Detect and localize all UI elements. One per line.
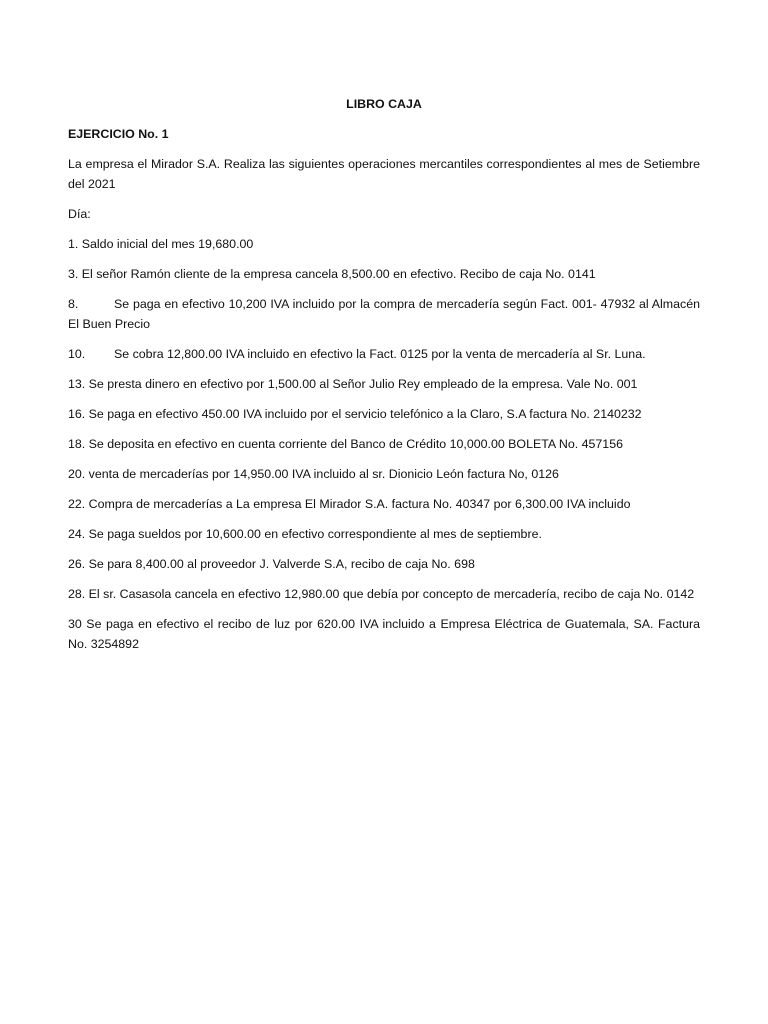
- operation-text: 13. Se presta dinero en efectivo por 1,500.00 al Señor Julio Rey empleado de la empresa. Vale No. 001: [68, 377, 638, 391]
- operation-item: [68, 264, 700, 284]
- operation-text: 1. Saldo inicial del mes 19,680.00: [68, 237, 254, 251]
- operation-number: 10.: [68, 347, 86, 361]
- operation-text: 16. Se paga en efectivo 450.00 IVA incluido por el servicio telefónico a la Claro, S.A factura No. 2140232: [68, 407, 642, 421]
- operation-number: 8.: [68, 297, 79, 311]
- operation-text: 18. Se deposita en efectivo en cuenta corriente del Banco de Crédito 10,000.00 BOLETA No. 457156: [68, 437, 623, 451]
- operation-item: [68, 374, 700, 394]
- operation-text: 24. Se paga sueldos por 10,600.00 en efectivo correspondiente al mes de septiembre.: [68, 527, 542, 541]
- intro-paragraph: La empresa el Mirador S.A. Realiza las siguientes operaciones mercantiles correspondientes al mes de Setiembre del 2021: [68, 157, 700, 191]
- operation-item: [68, 294, 700, 334]
- operation-item: [68, 584, 700, 604]
- operation-text: 22. Compra de mercaderías a La empresa El Mirador S.A. factura No. 40347 por 6,300.00 IVA incluido: [68, 497, 631, 511]
- document-title: LIBRO CAJA: [346, 97, 422, 111]
- exercise-heading: EJERCICIO No. 1: [68, 127, 169, 141]
- operation-text: Se cobra 12,800.00 IVA incluido en efectivo la Fact. 0125 por la venta de mercadería al Sr. Luna.: [114, 347, 646, 361]
- operation-item: [68, 494, 700, 514]
- operation-text: 20. venta de mercaderías por 14,950.00 IVA incluido al sr. Dionicio León factura No, 0126: [68, 467, 559, 481]
- day-label: Día:: [68, 207, 91, 221]
- operation-item: [68, 614, 700, 654]
- operation-text: 30 Se paga en efectivo el recibo de luz por 620.00 IVA incluido a Empresa Eléctrica de Guatemala, SA. Factura No. 3254892: [68, 617, 700, 651]
- operation-item: [68, 434, 700, 454]
- operation-item: [68, 464, 700, 484]
- operation-item: [68, 344, 700, 364]
- operation-text: 28. El sr. Casasola cancela en efectivo 12,980.00 que debía por concepto de mercadería, recibo de caja No. 0142: [68, 587, 695, 601]
- operation-item: [68, 404, 700, 424]
- operation-item: [68, 234, 700, 254]
- operation-item: [68, 524, 700, 544]
- operation-item: [68, 554, 700, 574]
- document-body: [68, 94, 700, 664]
- operation-text: 26. Se para 8,400.00 al proveedor J. Valverde S.A, recibo de caja No. 698: [68, 557, 475, 571]
- operation-text: Se paga en efectivo 10,200 IVA incluido por la compra de mercadería según Fact. 001- 47932 al Almacén El Buen Precio: [68, 297, 700, 331]
- operation-text: 3. El señor Ramón cliente de la empresa cancela 8,500.00 en efectivo. Recibo de caja No. 0141: [68, 267, 596, 281]
